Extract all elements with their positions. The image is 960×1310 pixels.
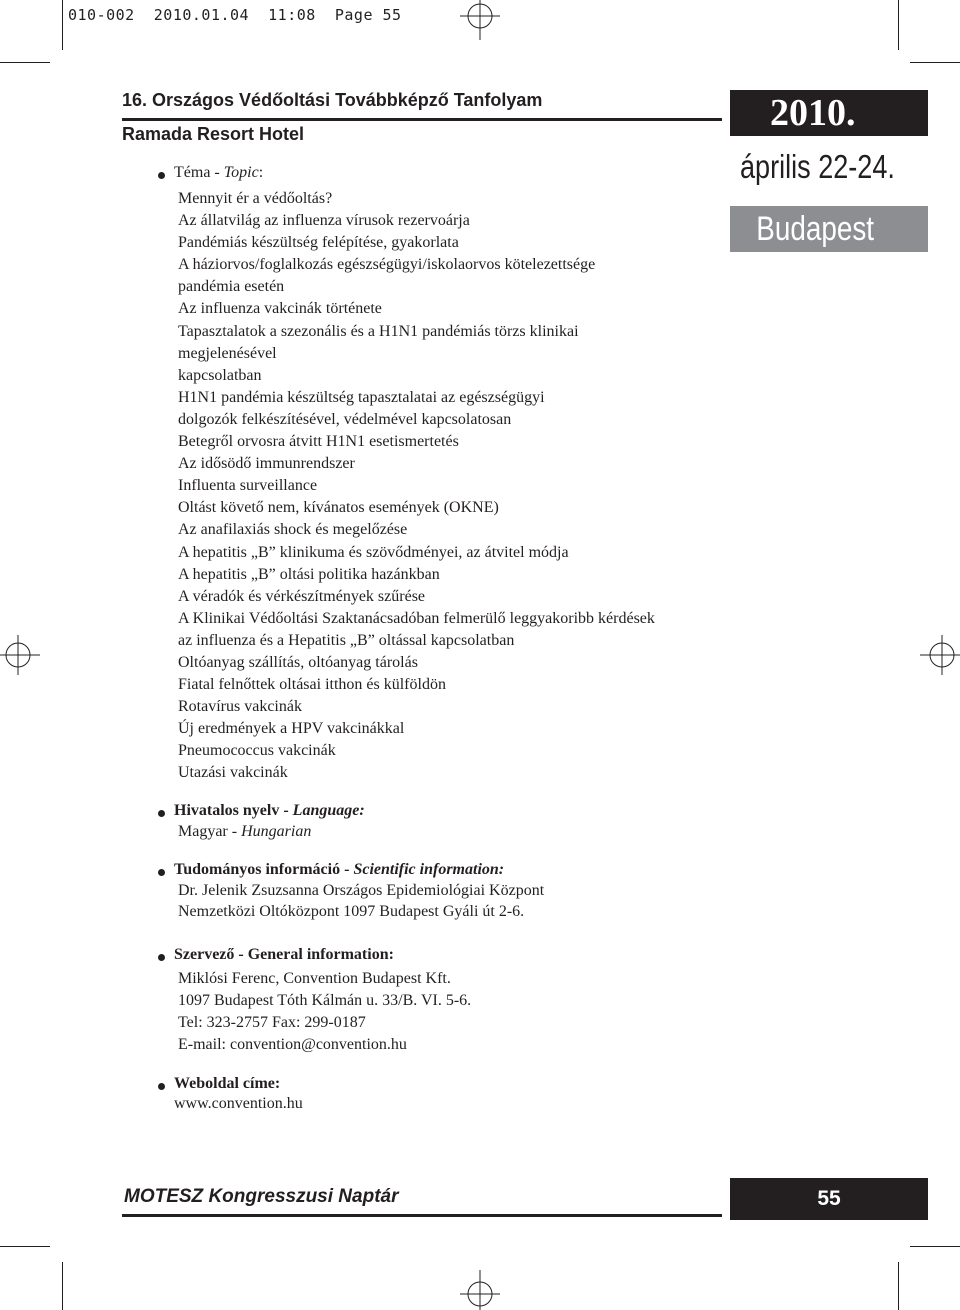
list-item: Tapasztalatok a szezonális és a H1N1 pandémiás törzs klinikai [178,322,579,340]
city-banner [730,206,928,252]
crop-mark [0,1246,50,1247]
list-item: Betegről orvosra átvitt H1N1 esetismertetés [178,433,459,451]
list-item: Az állatvilág az influenza vírusok rezervoárja [178,212,470,230]
footer-rule [122,1214,722,1217]
list-item: A hepatitis „B” klinikuma és szövődményei, az átvitel módja [178,543,569,561]
scientific-info-label: Tudományos információ - Scientific information: [174,861,505,878]
list-item: Pneumococcus vakcinák [178,742,336,760]
crop-mark [898,0,899,50]
printer-slug: 010-002 2010.01.04 11:08 Page 55 [68,6,402,24]
list-item: az influenza és a Hepatitis „B” oltással kapcsolatban [178,631,515,649]
bullet-icon [158,869,165,876]
bullet-icon [158,1083,165,1090]
list-item: megjelenésével [178,344,277,362]
registration-mark-icon [460,1270,500,1310]
bullet-icon [158,172,165,179]
list-item: Influenta surveillance [178,477,318,495]
list-item: Pandémiás készültség felépítése, gyakorlata [178,234,459,252]
list-item: A Klinikai Védőoltási Szaktanácsadóban felmerülő leggyakoribb kérdések [178,609,655,627]
organizer-line: 1097 Budapest Tóth Kálmán u. 33/B. VI. 5-6. [178,992,472,1009]
header-rule [122,118,722,121]
organizer-label: Szervező - General information: [174,946,394,963]
crop-mark [910,62,960,63]
list-item: A hepatitis „B” oltási politika hazánkban [178,565,440,583]
crop-mark [0,62,50,63]
language-value: Magyar - Hungarian [178,823,312,840]
topic-label: Téma - Topic: [174,164,264,181]
list-item: Mennyit ér a védőoltás? [178,190,333,207]
list-item: A háziorvos/foglalkozás egészségügyi/iskolaorvos kötelezettsége [178,256,596,274]
crop-mark [62,1262,63,1310]
scientific-info-line: Dr. Jelenik Zsuzsanna Országos Epidemiológiai Központ [178,882,545,899]
bullet-icon [158,810,165,817]
crop-mark [910,1246,960,1247]
list-item: Fiatal felnőttek oltásai itthon és külföldön [178,676,446,694]
crop-mark [62,0,63,50]
list-item: Utazási vakcinák [178,764,288,782]
organizer-email[interactable]: E-mail: convention@convention.hu [178,1036,407,1053]
organizer-line: Tel: 323-2757 Fax: 299-0187 [178,1014,366,1031]
event-dates: április 22-24. [740,148,895,185]
event-title: 16. Országos Védőoltási Továbbképző Tanfolyam [122,90,543,110]
city-label: Budapest [756,210,875,248]
list-item: kapcsolatban [178,366,262,384]
website-label: Weboldal címe: [174,1075,281,1092]
list-item: Az influenza vakcinák története [178,300,382,318]
list-item: H1N1 pandémia készültség tapasztalatai az egészségügyi [178,388,545,406]
list-item: Oltóanyag szállítás, oltóanyag tárolás [178,653,418,671]
registration-mark-icon [460,0,500,40]
registration-mark-icon [920,635,960,675]
website-link[interactable]: www.convention.hu [174,1095,303,1112]
registration-mark-icon [0,635,40,675]
list-item: Új eredmények a HPV vakcinákkal [178,720,405,738]
list-item: Az idősödő immunrendszer [178,455,355,473]
topic-list [178,188,655,785]
language-label: Hivatalos nyelv - Language: [174,802,365,819]
venue-name: Ramada Resort Hotel [122,124,305,144]
year-banner: 2010. [730,90,928,136]
footer-title: MOTESZ Kongresszusi Naptár [124,1186,399,1207]
crop-mark [898,1262,899,1310]
scientific-info-line: Nemzetközi Oltóközpont 1097 Budapest Gyáli út 2-6. [178,903,525,920]
organizer-line: Miklósi Ferenc, Convention Budapest Kft. [178,970,451,987]
page-number: 55 [730,1178,928,1220]
list-item: Oltást követő nem, kívánatos események (OKNE) [178,499,499,517]
list-item: Az anafilaxiás shock és megelőzése [178,521,408,539]
list-item: pandémia esetén [178,278,285,296]
list-item: A véradók és vérkészítmények szűrése [178,587,426,605]
list-item: dolgozók felkészítésével, védelmével kapcsolatosan [178,410,512,428]
bullet-icon [158,954,165,961]
list-item: Rotavírus vakcinák [178,698,302,716]
